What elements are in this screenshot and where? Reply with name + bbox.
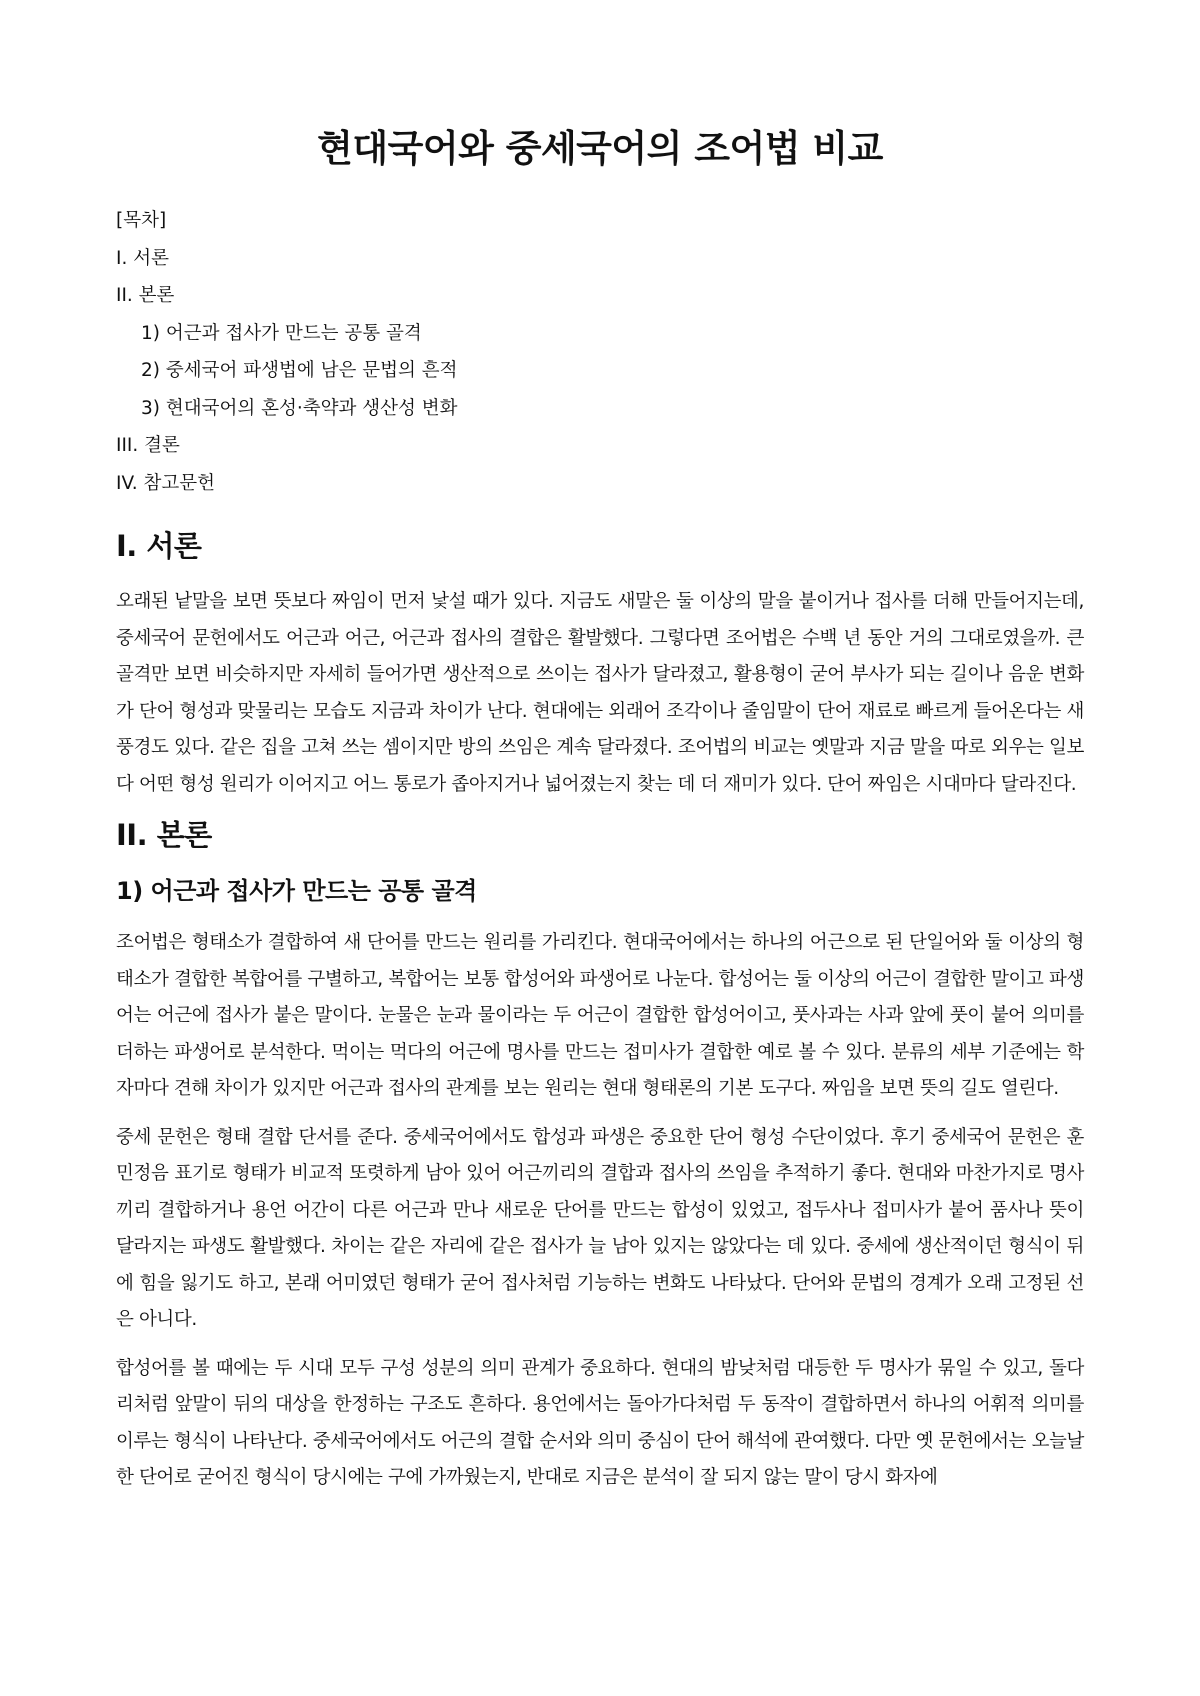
body-paragraph-2: 중세 문헌은 형태 결합 단서를 준다. 중세국어에서도 합성과 파생은 중요한 단어 형성 수단이었다. 후기 중세국어 문헌은 훈민정음 표기로 형태가 비교적 또렷하게 남아 있어 어근끼리의 결합과 접사의 쓰임을 추적하기 좋다. 현대와 마찬가지로 명사끼리 결합하거나 용언 어간이 다른 어근과 만나 새로운 단어를 만드는 합성이 있었고, 접두사나 접미사가 붙어 품사나 뜻이 달라지는 파생도 활발했다. 차이는 같은 자리에 같은 접사가 늘 남아 있지는 않았다는 데 있다. 중세에 생산적이던 형식이 뒤에 힘을 잃기도 하고, 본래 어미였던 형태가 굳어 접사처럼 기능하는 변화도 나타났다. 단어와 문법의 경계가 오래 고정된 선은 아니다.: [116, 1126, 1084, 1330]
section-heading-intro: I. 서론: [116, 529, 202, 563]
body-paragraph-1: 조어법은 형태소가 결합하여 새 단어를 만드는 원리를 가리킨다. 현대국어에서는 하나의 어근으로 된 단일어와 둘 이상의 형태소가 결합한 복합어를 구별하고, 복합어는 보통 합성어와 파생어로 나눈다. 합성어는 둘 이상의 어근이 결합한 말이고 파생어는 어근에 접사가 붙은 말이다. 눈물은 눈과 물이라는 두 어근이 결합한 합성어이고, 풋사과는 사과 앞에 풋이 붙어 의미를 더하는 파생어로 분석한다. 먹이는 먹다의 어근에 명사를 만드는 접미사가 결합한 예로 볼 수 있다. 분류의 세부 기준에는 학자마다 견해 차이가 있지만 어근과 접사의 관계를 보는 원리는 현대 형태론의 기본 도구다. 짜임을 보면 뜻의 길도 열린다.: [116, 932, 1084, 1099]
toc-item-body-2: 2) 중세국어 파생법에 남은 문법의 흔적: [141, 360, 458, 381]
toc-item-conclusion: III. 결론: [116, 435, 180, 456]
toc-item-intro: I. 서론: [116, 247, 169, 269]
toc-item-references: IV. 참고문헌: [116, 472, 215, 494]
toc-item-body: II. 본론: [116, 285, 175, 306]
document-title: 현대국어와 중세국어의 조어법 비교: [317, 127, 883, 170]
toc-heading: [목차]: [116, 210, 167, 231]
toc-item-body-3: 3) 현대국어의 혼성·축약과 생산성 변화: [141, 397, 458, 419]
subsection-heading-1: 1) 어근과 접사가 만드는 공통 골격: [116, 877, 477, 905]
section-heading-body: II. 본론: [116, 818, 212, 852]
toc-item-body-1: 1) 어근과 접사가 만드는 공통 골격: [141, 322, 422, 344]
body-paragraph-3: 합성어를 볼 때에는 두 시대 모두 구성 성분의 의미 관계가 중요하다. 현대의 밤낮처럼 대등한 두 명사가 묶일 수 있고, 돌다리처럼 앞말이 뒤의 대상을 한정하는 구조도 흔하다. 용언에서는 돌아가다처럼 두 동작이 결합하면서 하나의 어휘적 의미를 이루는 형식이 나타난다. 중세국어에서도 어근의 결합 순서와 의미 중심이 단어 해석에 관여했다. 다만 옛 문헌에서는 오늘날 한 단어로 굳어진 형식이 당시에는 구에 가까웠는지, 반대로 지금은 분석이 잘 되지 않는 말이 당시 화자에: [116, 1357, 1084, 1488]
intro-paragraph: 오래된 낱말을 보면 뜻보다 짜임이 먼저 낯설 때가 있다. 지금도 새말은 둘 이상의 말을 붙이거나 접사를 더해 만들어지는데, 중세국어 문헌에서도 어근과 어근, 어근과 접사의 결합은 활발했다. 그렇다면 조어법은 수백 년 동안 거의 그대로였을까. 큰 골격만 보면 비슷하지만 자세히 들어가면 생산적으로 쓰이는 접사가 달라졌고, 활용형이 굳어 부사가 되는 길이나 음운 변화가 단어 형성과 맞물리는 모습도 지금과 차이가 난다. 현대에는 외래어 조각이나 줄임말이 단어 재료로 빠르게 들어온다는 새 풍경도 있다. 같은 집을 고쳐 쓰는 셈이지만 방의 쓰임은 계속 달라졌다. 조어법의 비교는 옛말과 지금 말을 따로 외우는 일보다 어떤 형성 원리가 이어지고 어느 통로가 좁아지거나 넓어졌는지 찾는 데 더 재미가 있다. 단어 짜임은 시대마다 달라진다.: [116, 591, 1084, 795]
table-of-contents: [116, 202, 1084, 502]
